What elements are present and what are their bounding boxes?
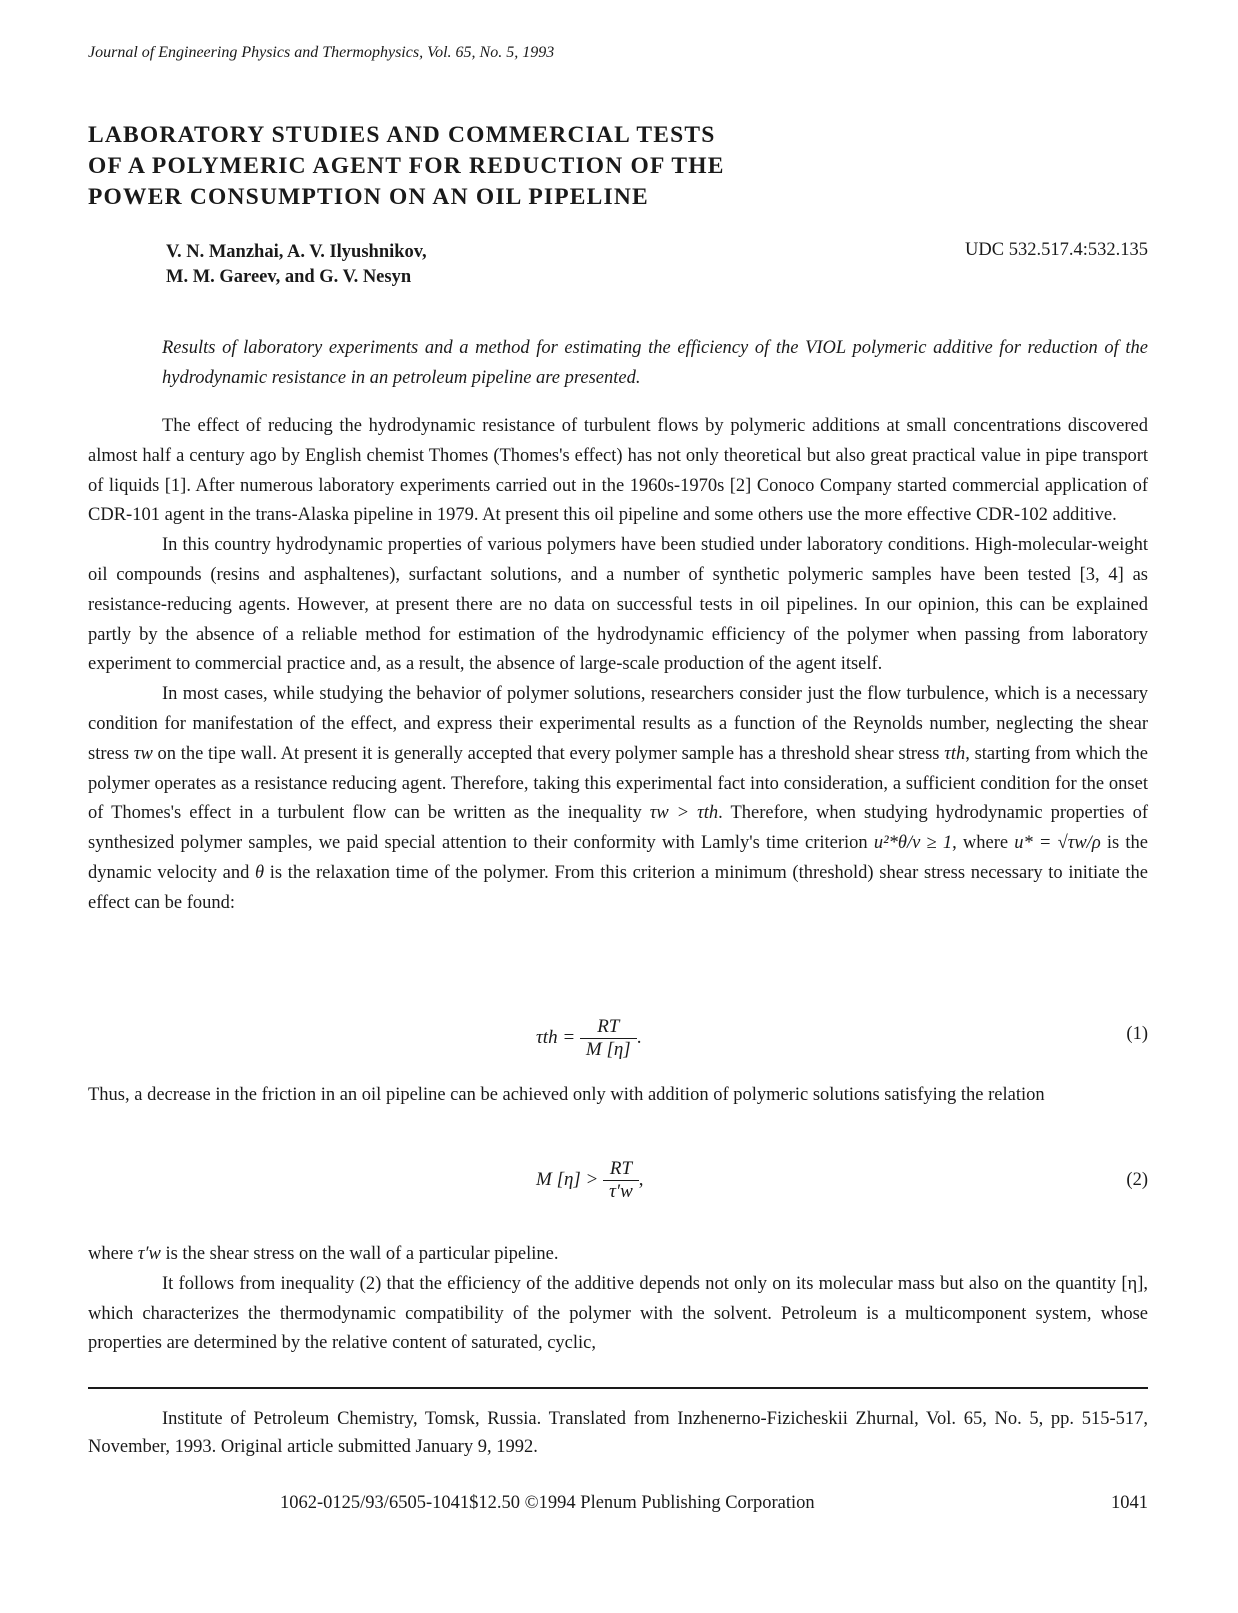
equation-tail: , <box>638 1168 644 1190</box>
denominator: τ′w <box>609 1181 633 1202</box>
equation-lhs: τth = <box>536 1026 576 1048</box>
numerator: RT <box>580 1016 637 1039</box>
body-text-top <box>88 412 1148 919</box>
paragraph: Thus, a decrease in the friction in an oil pipeline can be achieved only with addition of polymeric solutions satisfying the relation <box>88 1085 1045 1105</box>
equation-lhs: M [η] > <box>536 1168 599 1190</box>
math-symbol: τth <box>944 743 966 764</box>
text-run: . Therefore, when studying hydrodynamic properties of synthesized polymer samples, we paid special attention to their conformity with Lamly's time criterion <box>88 803 1148 854</box>
paragraph: It follows from inequality (2) that the efficiency of the additive depends not only on its molecular mass but also on the quantity [η], which characterizes the thermodynamic compatibility of the polymer with the solvent. Petroleum is a multicomponent system, whose properties are determined by the relative content of saturated, cyclic, <box>88 1273 1148 1354</box>
equation-number: (1) <box>1126 1024 1148 1044</box>
paragraph: The effect of reducing the hydrodynamic resistance of turbulent flows by polymeric additions at small concentrations discovered almost half a century ago by English chemist Thomes (Thomes's effect) has not only theoretical but also great practical value in pipe transport of liquids [1]. After numerous laboratory experiments carried out in the 1960s-1970s [2] Conoco Company started commercial application of CDR-101 agent in the trans-Alaska pipeline in 1979. At present this oil pipeline and some others use the more effective CDR-102 additive. <box>88 416 1148 526</box>
math-symbol: u* = √τw/ρ <box>1014 833 1101 854</box>
text-run: , starting from which the polymer operates as a resistance reducing agent. Therefore, taking this experimental fact into consideration, a sufficient condition for the onset of Thomes's effect in a turbulent flow can be written as the inequality <box>88 743 1148 824</box>
math-symbol: τw <box>133 743 153 764</box>
denominator: M [η] <box>585 1039 631 1060</box>
equation-2 <box>536 1158 644 1203</box>
fraction <box>603 1158 639 1203</box>
text-run: where <box>88 1244 138 1264</box>
text-run: , where <box>952 833 1015 854</box>
fraction <box>580 1016 637 1061</box>
equation-1 <box>536 1016 641 1061</box>
body-text-middle <box>88 1081 1148 1111</box>
abstract: Results of laboratory experiments and a method for estimating the efficiency of the VIOL polymeric additive for reduction of the hydrodynamic resistance in an petroleum pipeline are presented. <box>162 338 1148 388</box>
footnote <box>88 1405 1148 1461</box>
footnote-divider <box>88 1387 1148 1389</box>
footnote-text: Institute of Petroleum Chemistry, Tomsk, Russia. Translated from Inzhenerno-Fizicheskii Zhurnal, Vol. 65, No. 5, pp. 515-517, November, 1993. Original article submitted January 9, 1992. <box>88 1409 1148 1457</box>
article-title <box>88 120 868 213</box>
journal-header: Journal of Engineering Physics and Thermophysics, Vol. 65, No. 5, 1993 <box>88 44 555 61</box>
text-run: is the relaxation time of the polymer. From this criterion a minimum (threshold) shear stress necessary to initiate the effect can be found: <box>88 862 1148 913</box>
copyright-line: 1062-0125/93/6505-1041$12.50 ©1994 Plenum Publishing Corporation <box>280 1493 815 1513</box>
title-line: POWER CONSUMPTION ON AN OIL PIPELINE <box>88 184 649 210</box>
title-line: OF A POLYMERIC AGENT FOR REDUCTION OF THE <box>88 153 725 179</box>
paragraph <box>88 680 1148 918</box>
equation-tail: . <box>636 1026 642 1048</box>
text-run: is the dynamic velocity and <box>88 833 1148 883</box>
numerator: RT <box>603 1158 639 1181</box>
equation-number: (2) <box>1126 1170 1148 1190</box>
udc-code: UDC 532.517.4:532.135 <box>965 240 1148 260</box>
body-text-bottom <box>88 1240 1148 1359</box>
page-number: 1041 <box>1111 1493 1148 1513</box>
text-run: is the shear stress on the wall of a particular pipeline. <box>160 1244 559 1264</box>
text-run: on the tipe wall. At present it is generally accepted that every polymer sample has a threshold shear stress <box>152 743 945 764</box>
paragraph: In this country hydrodynamic properties of various polymers have been studied under laboratory conditions. High-molecular-weight oil compounds (resins and asphaltenes), surfactant solutions, and a number of synthetic polymeric samples have been tested [3, 4] as resistance-reducing agents. However, at present there are no data on successful tests in oil pipelines. In our opinion, this can be explained partly by the absence of a reliable method for estimation of the hydrodynamic efficiency of the polymer when passing from laboratory experiment to commercial practice and, as a result, the absence of large-scale production of the agent itself. <box>88 535 1148 675</box>
math-criterion: u²*θ/ν ≥ 1 <box>873 833 953 854</box>
math-symbol: τ′w <box>137 1244 161 1264</box>
author-list <box>166 240 427 290</box>
text-run: In most cases, while studying the behavior of polymer solutions, researchers consider just the flow turbulence, which is a necessary condition for manifestation of the effect, and express their experimental results as a function of the Reynolds number, neglecting the shear stress <box>88 684 1148 764</box>
paragraph <box>88 1240 1148 1270</box>
math-symbol: θ <box>255 862 265 883</box>
math-inequality: τw > τth <box>649 803 719 824</box>
author-line: V. N. Manzhai, A. V. Ilyushnikov, <box>166 242 427 262</box>
title-line: LABORATORY STUDIES AND COMMERCIAL TESTS <box>88 122 716 148</box>
author-line: M. M. Gareev, and G. V. Nesyn <box>166 267 412 287</box>
